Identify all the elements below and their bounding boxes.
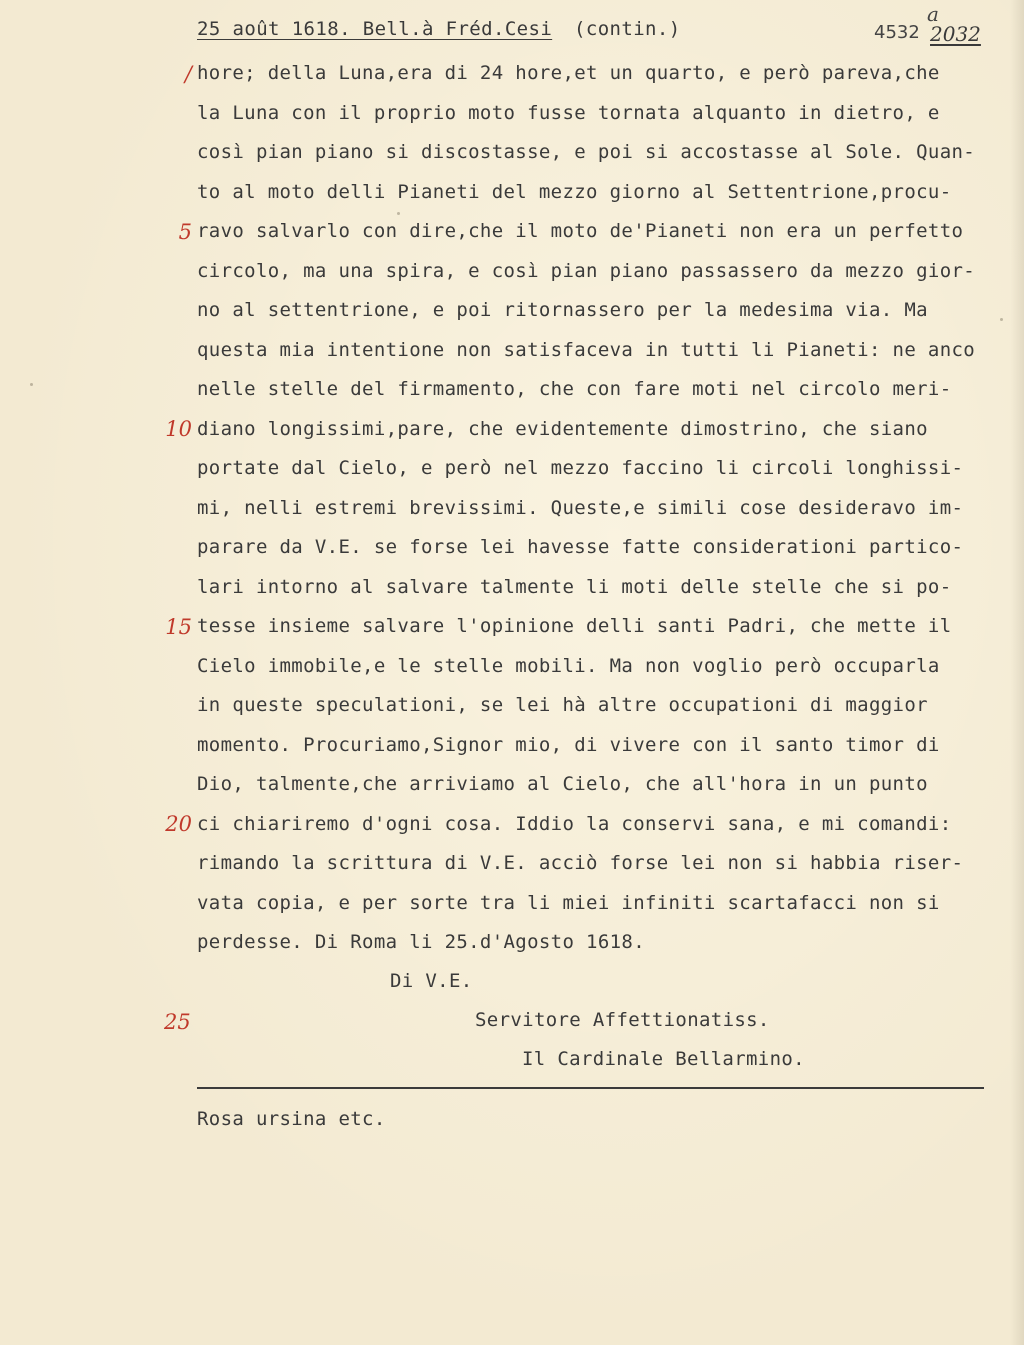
footnote: Rosa ursina etc. bbox=[197, 1108, 386, 1130]
archive-handwritten-number: 2032 bbox=[930, 22, 981, 46]
margin-number-25: 25 bbox=[164, 1010, 191, 1034]
document-header bbox=[197, 18, 681, 40]
closing-signature: Il Cardinale Bellarmino. bbox=[522, 1048, 805, 1070]
body-line: tesse insieme salvare l'opinione delli santi Padri, che mette il bbox=[197, 615, 952, 637]
letter-body bbox=[197, 54, 997, 963]
paper-speck bbox=[30, 383, 33, 386]
body-line: la Luna con il proprio moto fusse tornata alquanto in dietro, e bbox=[197, 101, 940, 124]
body-line: circolo, ma una spira, e così pian piano passassero da mezzo gior- bbox=[197, 259, 976, 282]
body-line: Dio, talmente,che arriviamo al Cielo, che all'hora in un punto bbox=[197, 773, 928, 795]
body-line: lari intorno al salvare talmente li moti delle stelle che si po- bbox=[197, 575, 952, 598]
body-line: nelle stelle del firmamento, che con fare moti nel circolo meri- bbox=[197, 378, 952, 400]
body-line: diano longissimi,pare, che evidentemente dimostrino, che siano bbox=[197, 417, 928, 440]
paper-speck bbox=[1000, 318, 1003, 321]
page-edge-shadow bbox=[1010, 0, 1024, 1345]
body-line: hore; della Luna,era di 24 hore,et un quarto, e però pareva,che bbox=[197, 62, 940, 84]
body-line: ci chiariremo d'ogni cosa. Iddio la conservi sana, e mi comandi: bbox=[197, 812, 952, 835]
body-line: portate dal Cielo, e però nel mezzo faccino li circoli longhissi- bbox=[197, 457, 964, 479]
body-line: mi, nelli estremi brevissimi. Queste,e simili cose desideravo im- bbox=[197, 496, 964, 519]
footnote-divider bbox=[197, 1087, 984, 1089]
closing-salutation: Di V.E. bbox=[390, 970, 473, 992]
header-title: 25 août 1618. Bell.à Fréd.Cesi bbox=[197, 18, 553, 40]
body-line: momento. Procuriamo,Signor mio, di vivere con il santo timor di bbox=[197, 733, 940, 756]
paper-speck bbox=[397, 212, 400, 215]
margin-number-10: 10 bbox=[165, 417, 192, 441]
body-line: Cielo immobile,e le stelle mobili. Ma non voglio però occuparla bbox=[197, 654, 940, 677]
body-line: così pian piano si discostasse, e poi si accostasse al Sole. Quan- bbox=[197, 141, 976, 163]
archive-number: 4532 bbox=[874, 22, 920, 43]
body-line: parare da V.E. se forse lei havesse fatte considerationi partico- bbox=[197, 536, 964, 558]
margin-number-15: 15 bbox=[165, 615, 192, 639]
body-line: perdesse. Di Roma li 25.d'Agosto 1618. bbox=[197, 931, 645, 953]
header-continuation: (contin.) bbox=[574, 18, 681, 40]
archive-superscript: a bbox=[927, 2, 939, 26]
margin-number-5: 5 bbox=[178, 220, 192, 244]
body-line: rimando la scrittura di V.E. acciò forse lei non si habbia riser- bbox=[197, 852, 964, 874]
body-line: questa mia intentione non satisfaceva in tutti li Pianeti: ne anco bbox=[197, 338, 976, 361]
margin-number-20: 20 bbox=[165, 812, 192, 836]
body-line: to al moto delli Pianeti del mezzo giorno al Settentrione,procu- bbox=[197, 180, 952, 203]
body-line: in queste speculationi, se lei hà altre occupationi di maggior bbox=[197, 694, 928, 716]
closing-servant: Servitore Affettionatiss. bbox=[475, 1009, 770, 1031]
margin-number-1: / bbox=[184, 62, 192, 86]
body-line: no al settentrione, e poi ritornassero per la medesima via. Ma bbox=[197, 299, 928, 321]
body-line: ravo salvarlo con dire,che il moto de'Pianeti non era un perfetto bbox=[197, 220, 964, 242]
body-line: vata copia, e per sorte tra li miei infiniti scartafacci non si bbox=[197, 891, 940, 914]
